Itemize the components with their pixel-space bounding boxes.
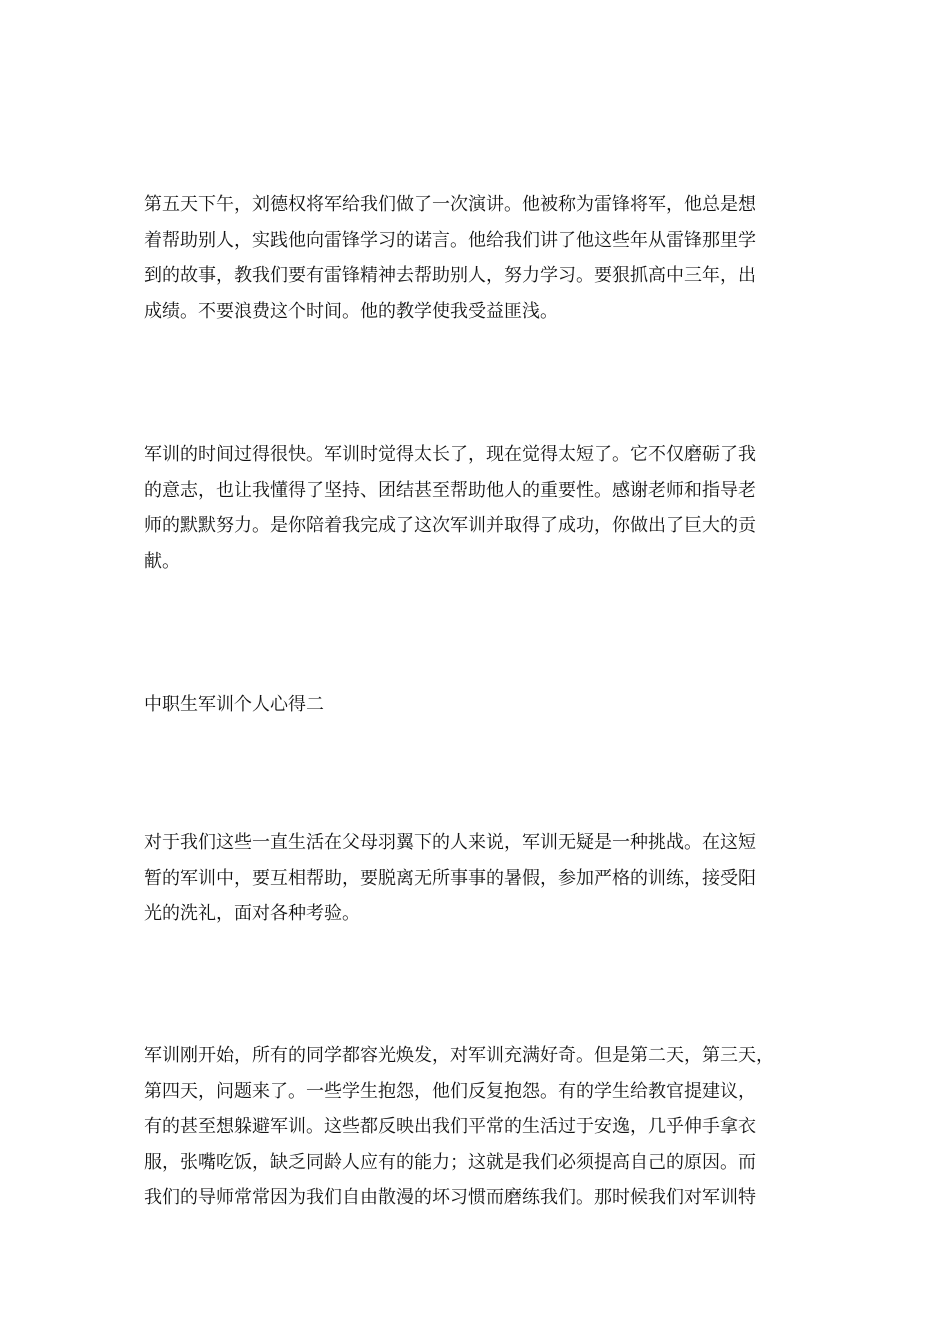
- paragraph-training-start: [144, 1038, 809, 1216]
- text-line: 第五天下午，刘德权将军给我们做了一次演讲。他被称为雷锋将军，他总是想: [144, 194, 756, 215]
- text-line: 光的洗礼，面对各种考验。: [144, 903, 360, 924]
- text-line: 军训的时间过得很快。军训时觉得太长了，现在觉得太短了。它不仅磨砺了我: [144, 444, 756, 465]
- section-heading-text: 中职生军训个人心得二: [144, 694, 324, 715]
- text-line: 第四天，问题来了。一些学生抱怨，他们反复抱怨。有的学生给教官提建议，: [144, 1080, 756, 1102]
- text-line: 师的默默努力。是你陪着我完成了这次军训并取得了成功，你做出了巨大的贡: [144, 515, 756, 536]
- text-line: 对于我们这些一直生活在父母羽翼下的人来说，军训无疑是一种挑战。在这短: [144, 832, 756, 853]
- text-line: 军训刚开始，所有的同学都容光焕发，对军训充满好奇。但是第二天，第三天，: [144, 1045, 774, 1066]
- text-line: 的意志，也让我懂得了坚持、团结甚至帮助他人的重要性。感谢老师和指导老: [144, 479, 756, 501]
- text-line: 暂的军训中，要互相帮助，要脱离无所事事的暑假，参加严格的训练，接受阳: [144, 867, 756, 889]
- text-line: 服，张嘴吃饭，缺乏同龄人应有的能力；这就是我们必须提高自己的原因。而: [144, 1151, 756, 1173]
- text-line: 有的甚至想躲避军训。这些都反映出我们平常的生活过于安逸，几乎伸手拿衣: [144, 1116, 756, 1137]
- text-line: 到的故事，教我们要有雷锋精神去帮助别人，努力学习。要狠抓高中三年，出: [144, 265, 756, 286]
- text-line: 着帮助别人，实践他向雷锋学习的诺言。他给我们讲了他这些年从雷锋那里学: [144, 229, 756, 251]
- paragraph-challenge: [144, 825, 809, 932]
- paragraph-liu-dequan-speech: [144, 187, 809, 329]
- text-line: 献。: [144, 550, 180, 572]
- text-line: 我们的导师常常因为我们自由散漫的坏习惯而磨练我们。那时候我们对军训特: [144, 1187, 756, 1208]
- section-heading: [144, 687, 809, 723]
- paragraph-training-time: [144, 437, 809, 579]
- text-line: 成绩。不要浪费这个时间。他的教学使我受益匪浅。: [144, 300, 558, 322]
